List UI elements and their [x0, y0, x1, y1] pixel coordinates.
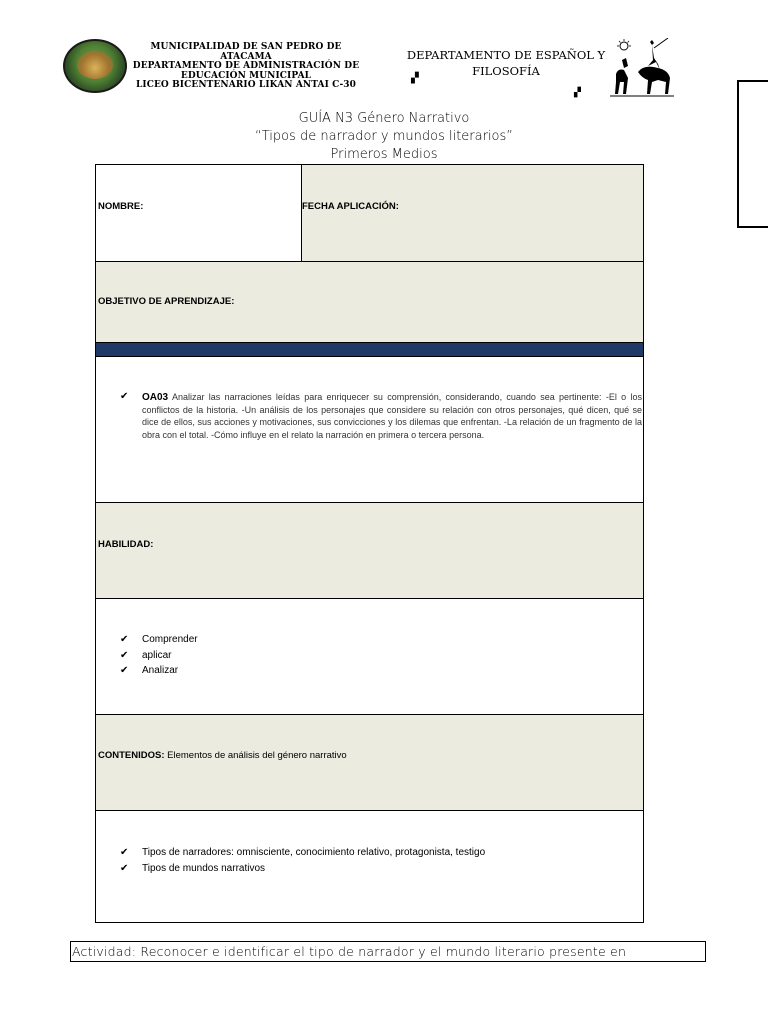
school-line-2: DEPARTAMENTO DE ADMINISTRACIÓN DE — [132, 61, 360, 71]
school-logo — [63, 39, 127, 93]
department-line-2: FILOSOFÍA — [472, 64, 540, 78]
list-item — [120, 634, 198, 650]
check-icon: ✔ — [120, 862, 129, 874]
guide-level: Primeros Medios — [330, 147, 438, 162]
skills-list — [120, 634, 198, 681]
objective-detail-row — [96, 357, 643, 503]
activity-box — [70, 941, 706, 962]
objective-row — [96, 262, 643, 343]
school-name-block — [126, 43, 366, 91]
department-name — [406, 47, 606, 79]
contents-heading — [98, 750, 347, 761]
guide-title: GUÍA N3 Género Narrativo — [298, 111, 470, 126]
contents-label: CONTENIDOS: — [98, 750, 165, 761]
check-icon: ✔ — [120, 665, 129, 676]
skill-row — [96, 503, 643, 599]
skill-item: Comprender — [142, 634, 198, 645]
cell-divider — [301, 165, 302, 261]
don-quijote-illustration — [608, 38, 676, 98]
check-icon: ✔ — [120, 634, 129, 645]
contents-row — [96, 715, 643, 811]
skills-list-row — [96, 599, 643, 715]
guide-subtitle: “Tipos de narrador y mundos literarios” — [254, 129, 514, 144]
activity-label: Actividad: — [72, 944, 137, 959]
check-icon: ✔ — [120, 847, 129, 858]
skill-item: Analizar — [142, 665, 179, 676]
content-item: Tipos de narradores: omnisciente, conocimiento relativo, protagonista, testigo — [142, 847, 486, 858]
check-icon: ✔ — [120, 391, 129, 402]
name-date-row — [96, 165, 643, 262]
contents-list-row — [96, 811, 643, 922]
contents-list — [120, 847, 485, 878]
activity-text: Reconocer e identificar el tipo de narrador y el mundo literario presente en — [140, 944, 627, 959]
department-line-1: DEPARTAMENTO DE ESPAÑOL Y — [406, 48, 606, 62]
objective-text: Analizar las narraciones leídas para enriquecer su comprensión, considerando, cuando sea pertinente: -El o los conflictos de la historia. -Un análisis de los personajes que considere su relación con otros personajes, qué dicen, qué se dice de ellos, sus acciones y motivaciones, sus convicciones y los dilemas que enfrentan. -La relación de un fragmento de la obra con el total. -Cómo influye en el relato la narración en primera o tercera persona. — [142, 392, 642, 440]
school-line-4: LICEO BICENTENARIO LIKAN ANTAI C-30 — [135, 80, 357, 90]
list-item — [120, 650, 198, 666]
name-cell[interactable] — [96, 165, 301, 261]
objective-label: OBJETIVO DE APRENDIZAJE: — [98, 296, 235, 307]
check-icon: ✔ — [120, 649, 129, 661]
decorative-mark: ▞ — [574, 88, 581, 98]
skill-item: aplicar — [142, 649, 172, 661]
guide-form-table — [95, 164, 644, 923]
school-line-3: EDUCACIÓN MUNICIPAL — [180, 70, 312, 81]
list-item — [120, 847, 485, 863]
objective-item — [120, 391, 642, 441]
list-item — [120, 863, 485, 879]
content-item: Tipos de mundos narrativos — [142, 862, 266, 874]
name-label: NOMBRE: — [98, 201, 144, 212]
objective-code: OA03 — [142, 392, 169, 403]
date-cell[interactable] — [301, 165, 643, 261]
date-label: FECHA APLICACIÓN: — [302, 201, 399, 212]
school-line-1: MUNICIPALIDAD DE SAN PEDRO DE ATACAMA — [150, 42, 342, 62]
skill-label: HABILIDAD: — [98, 539, 154, 550]
list-item — [120, 665, 198, 681]
decorative-mark: ▞ — [411, 73, 419, 84]
section-divider-band — [96, 343, 643, 357]
contents-value: Elementos de análisis del género narrativo — [167, 750, 347, 761]
